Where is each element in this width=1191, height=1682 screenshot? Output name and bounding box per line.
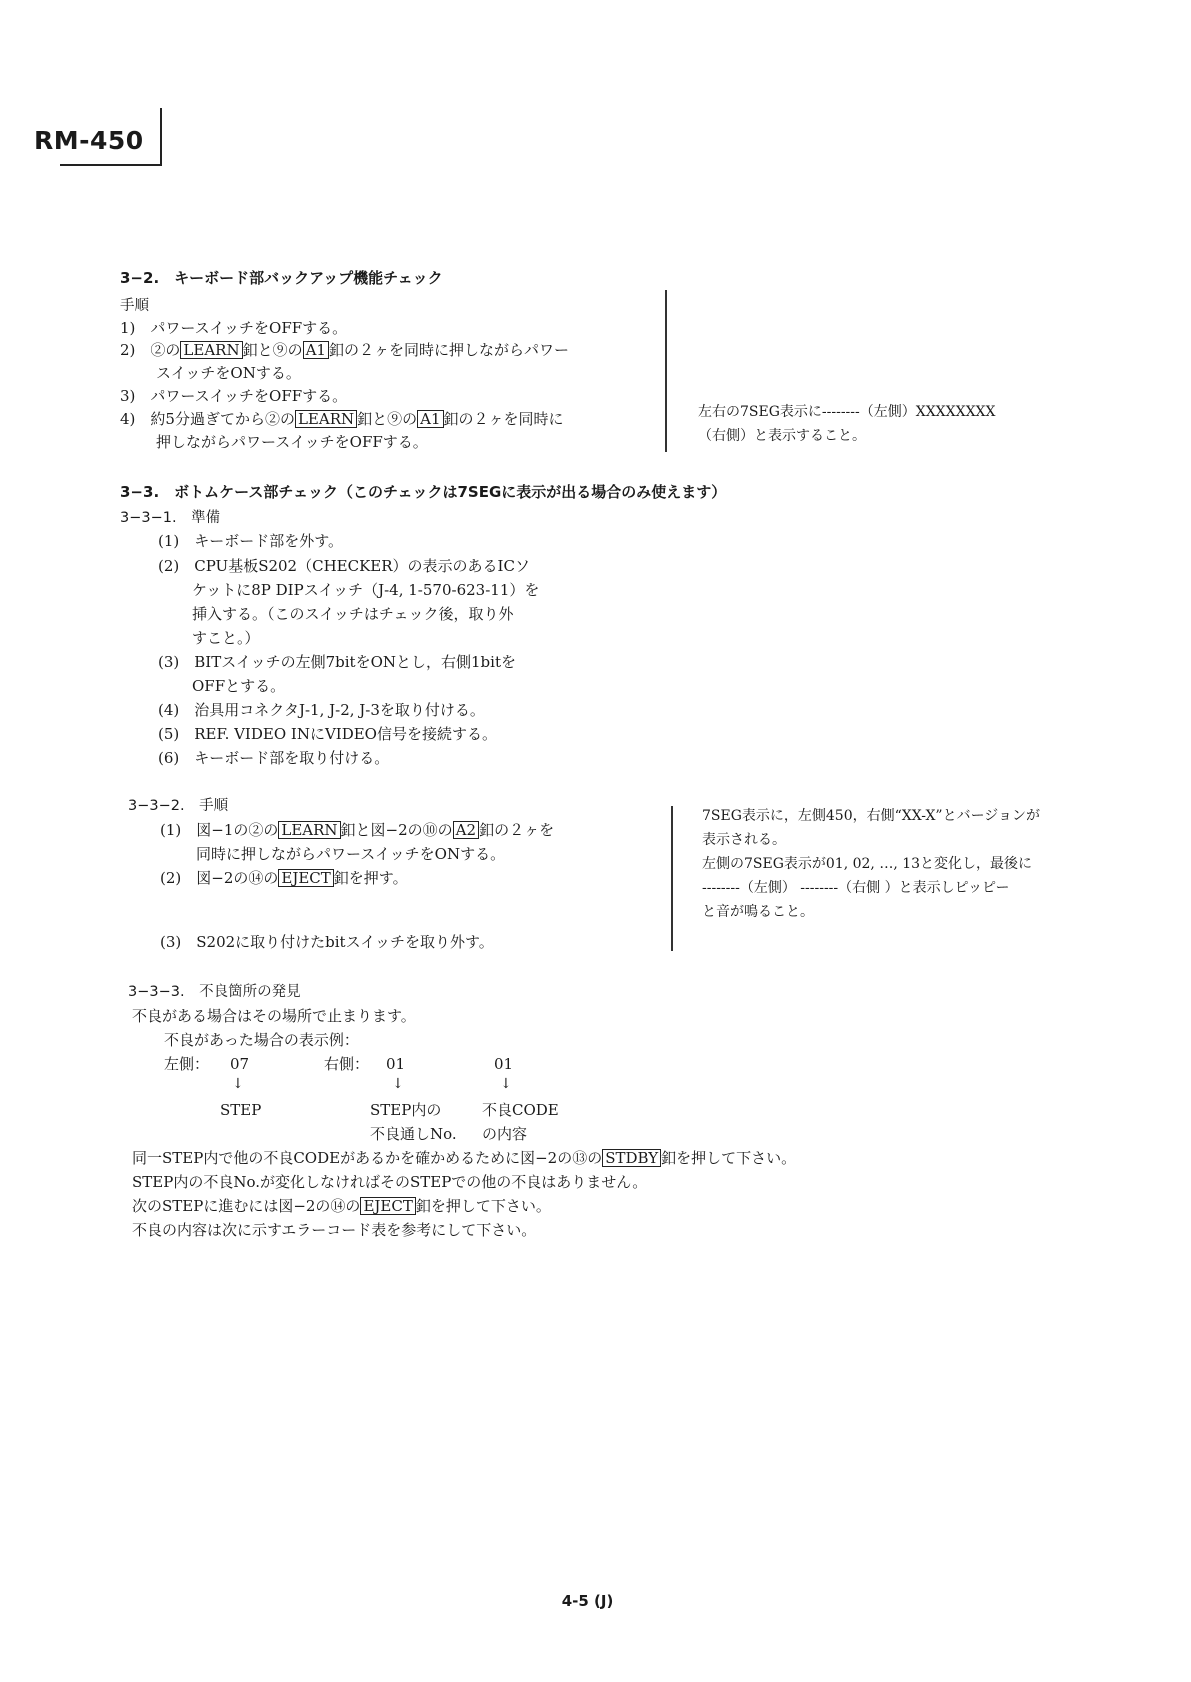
- arrow-down-icon: ↓: [232, 1076, 244, 1092]
- step-2-text-b: 釦と⑨の: [242, 341, 303, 359]
- proc-1-text-b: 釦と図−2の⑩の: [340, 821, 453, 839]
- guidance-2: STEP内の不良No.が変化しなければそのSTEPでの他の不良はありません。: [132, 1173, 648, 1191]
- arrow-down-icon: ↓: [392, 1076, 404, 1092]
- prep-6: (6) キーボード部を取り付ける。: [158, 749, 390, 767]
- eject-key-label: EJECT: [278, 869, 333, 887]
- guidance-3-text-a: 次のSTEPに進むには図−2の⑭の: [132, 1197, 361, 1215]
- example-right-value-2: 01: [494, 1055, 514, 1073]
- result-line-3: 左側の7SEG表示が01, 02, …, 13と変化し，最後に: [702, 856, 1033, 872]
- prep-2-line-4: すこと。）: [192, 629, 260, 647]
- prep-heading: 3−3−1. 準備: [120, 510, 221, 526]
- guidance-1-text-b: 釦を押して下さい。: [661, 1149, 797, 1167]
- fault-heading: 3−3−3. 不良箇所の発見: [128, 984, 301, 1000]
- prep-2-line-1: (2) CPU基板S202（CHECKER）の表示のあるICソ: [158, 557, 530, 575]
- note-3-2-line-2: （右側）と表示すること。: [698, 428, 866, 444]
- stdby-key-label: STDBY: [602, 1149, 661, 1167]
- proc-1-continued: 同時に押しながらパワースイッチをONする。: [196, 845, 506, 863]
- prep-2-line-2: ケットに8P DIPスイッチ（J-4, 1-570-623-11）を: [192, 581, 540, 599]
- label-step-in-2: 不良通しNo.: [370, 1125, 457, 1143]
- step-4-text-a: 4) 約5分過ぎてから②の: [120, 410, 295, 428]
- page-footer: [0, 1592, 1191, 1610]
- section-3-3-title: 3−3. ボトムケース部チェック（このチェックは7SEGに表示が出る場合のみ使えます）: [120, 483, 727, 501]
- step-2-text-a: 2) ②の: [120, 341, 181, 359]
- eject-key-label: EJECT: [360, 1197, 415, 1215]
- result-line-4: --------（左側） --------（右側 ）と表示しピッピー: [702, 880, 1010, 896]
- guidance-3-text-b: 釦を押して下さい。: [415, 1197, 551, 1215]
- prep-3-line-2: OFFとする。: [192, 677, 286, 695]
- a1-key-label: A1: [417, 410, 443, 428]
- learn-key-label: LEARN: [180, 341, 242, 359]
- fault-text-2: 不良があった場合の表示例：: [164, 1031, 359, 1049]
- step-3: 3) パワースイッチをOFFする。: [120, 387, 348, 405]
- proc-1-text-c: 釦の２ヶを: [479, 821, 555, 839]
- proc-2-text-a: (2) 図−2の⑭の: [160, 869, 279, 887]
- note-3-2-line-1: 左右の7SEG表示に--------（左側）XXXXXXXX: [698, 404, 996, 420]
- page-number: 4-5 (J): [561, 1592, 614, 1610]
- proc-2: [160, 868, 408, 889]
- guidance-3: [132, 1196, 551, 1217]
- result-line-1: 7SEG表示に，左側450，右側“XX-X”とバージョンが: [702, 808, 1041, 824]
- example-right-value-1: 01: [386, 1055, 406, 1073]
- learn-key-label: LEARN: [295, 410, 357, 428]
- header-rule-horizontal: [60, 164, 162, 166]
- example-left-value: 07: [230, 1055, 250, 1073]
- a1-key-label: A1: [303, 341, 329, 359]
- step-2-text-c: 釦の２ヶを同時に押しながらパワー: [328, 341, 569, 359]
- step-4: [120, 409, 564, 430]
- step-2: [120, 340, 569, 361]
- prep-5: (5) REF. VIDEO INにVIDEO信号を接続する。: [158, 725, 497, 743]
- label-step-in-1: STEP内の: [370, 1101, 442, 1119]
- step-1: 1) パワースイッチをOFFする。: [120, 319, 348, 337]
- proc-1-text-a: (1) 図−1の②の: [160, 821, 279, 839]
- label-step: STEP: [220, 1101, 262, 1119]
- prep-2-line-3: 挿入する。（このスイッチはチェック後，取り外: [192, 605, 514, 623]
- a2-key-label: A2: [453, 821, 479, 839]
- step-4-text-c: 釦の２ヶを同時に: [443, 410, 564, 428]
- guidance-4: 不良の内容は次に示すエラーコード表を参考にして下さい。: [132, 1221, 537, 1239]
- column-separator: [665, 290, 667, 452]
- learn-key-label: LEARN: [278, 821, 340, 839]
- label-code-1: 不良CODE: [482, 1101, 559, 1119]
- section-3-2-title: 3−2. キーボード部バックアップ機能チェック: [120, 269, 443, 287]
- label-code-2: の内容: [482, 1125, 528, 1143]
- model-name: RM-450: [34, 126, 144, 155]
- procedure-heading: 手順: [120, 298, 149, 314]
- procedure-heading-3-3-2: 3−3−2. 手順: [128, 798, 229, 814]
- header-rule-vertical: [160, 108, 162, 166]
- proc-3: (3) S202に取り付けたbitスイッチを取り外す。: [160, 933, 494, 951]
- result-line-5: と音が鳴ること。: [702, 904, 814, 920]
- fault-text-1: 不良がある場合はその場所で止まります。: [132, 1007, 416, 1025]
- guidance-1: [132, 1148, 796, 1169]
- proc-2-text-b: 釦を押す。: [333, 869, 408, 887]
- column-separator: [671, 806, 673, 951]
- arrow-down-icon: ↓: [500, 1076, 512, 1092]
- step-2-continued: スイッチをONする。: [156, 364, 301, 382]
- prep-4: (4) 治具用コネクタJ-1, J-2, J-3を取り付ける。: [158, 701, 485, 719]
- step-4-continued: 押しながらパワースイッチをOFFする。: [156, 433, 428, 451]
- proc-1: [160, 820, 554, 841]
- prep-1: (1) キーボード部を外す。: [158, 532, 344, 550]
- result-line-2: 表示される。: [702, 832, 786, 848]
- prep-3-line-1: (3) BITスイッチの左側7bitをONとし，右側1bitを: [158, 653, 516, 671]
- example-right-label: 右側：: [324, 1055, 370, 1073]
- example-left-label: 左側：: [164, 1055, 210, 1073]
- guidance-1-text-a: 同一STEP内で他の不良CODEがあるかを確かめるために図−2の⑬の: [132, 1149, 603, 1167]
- step-4-text-b: 釦と⑨の: [357, 410, 418, 428]
- page-header: [0, 108, 160, 166]
